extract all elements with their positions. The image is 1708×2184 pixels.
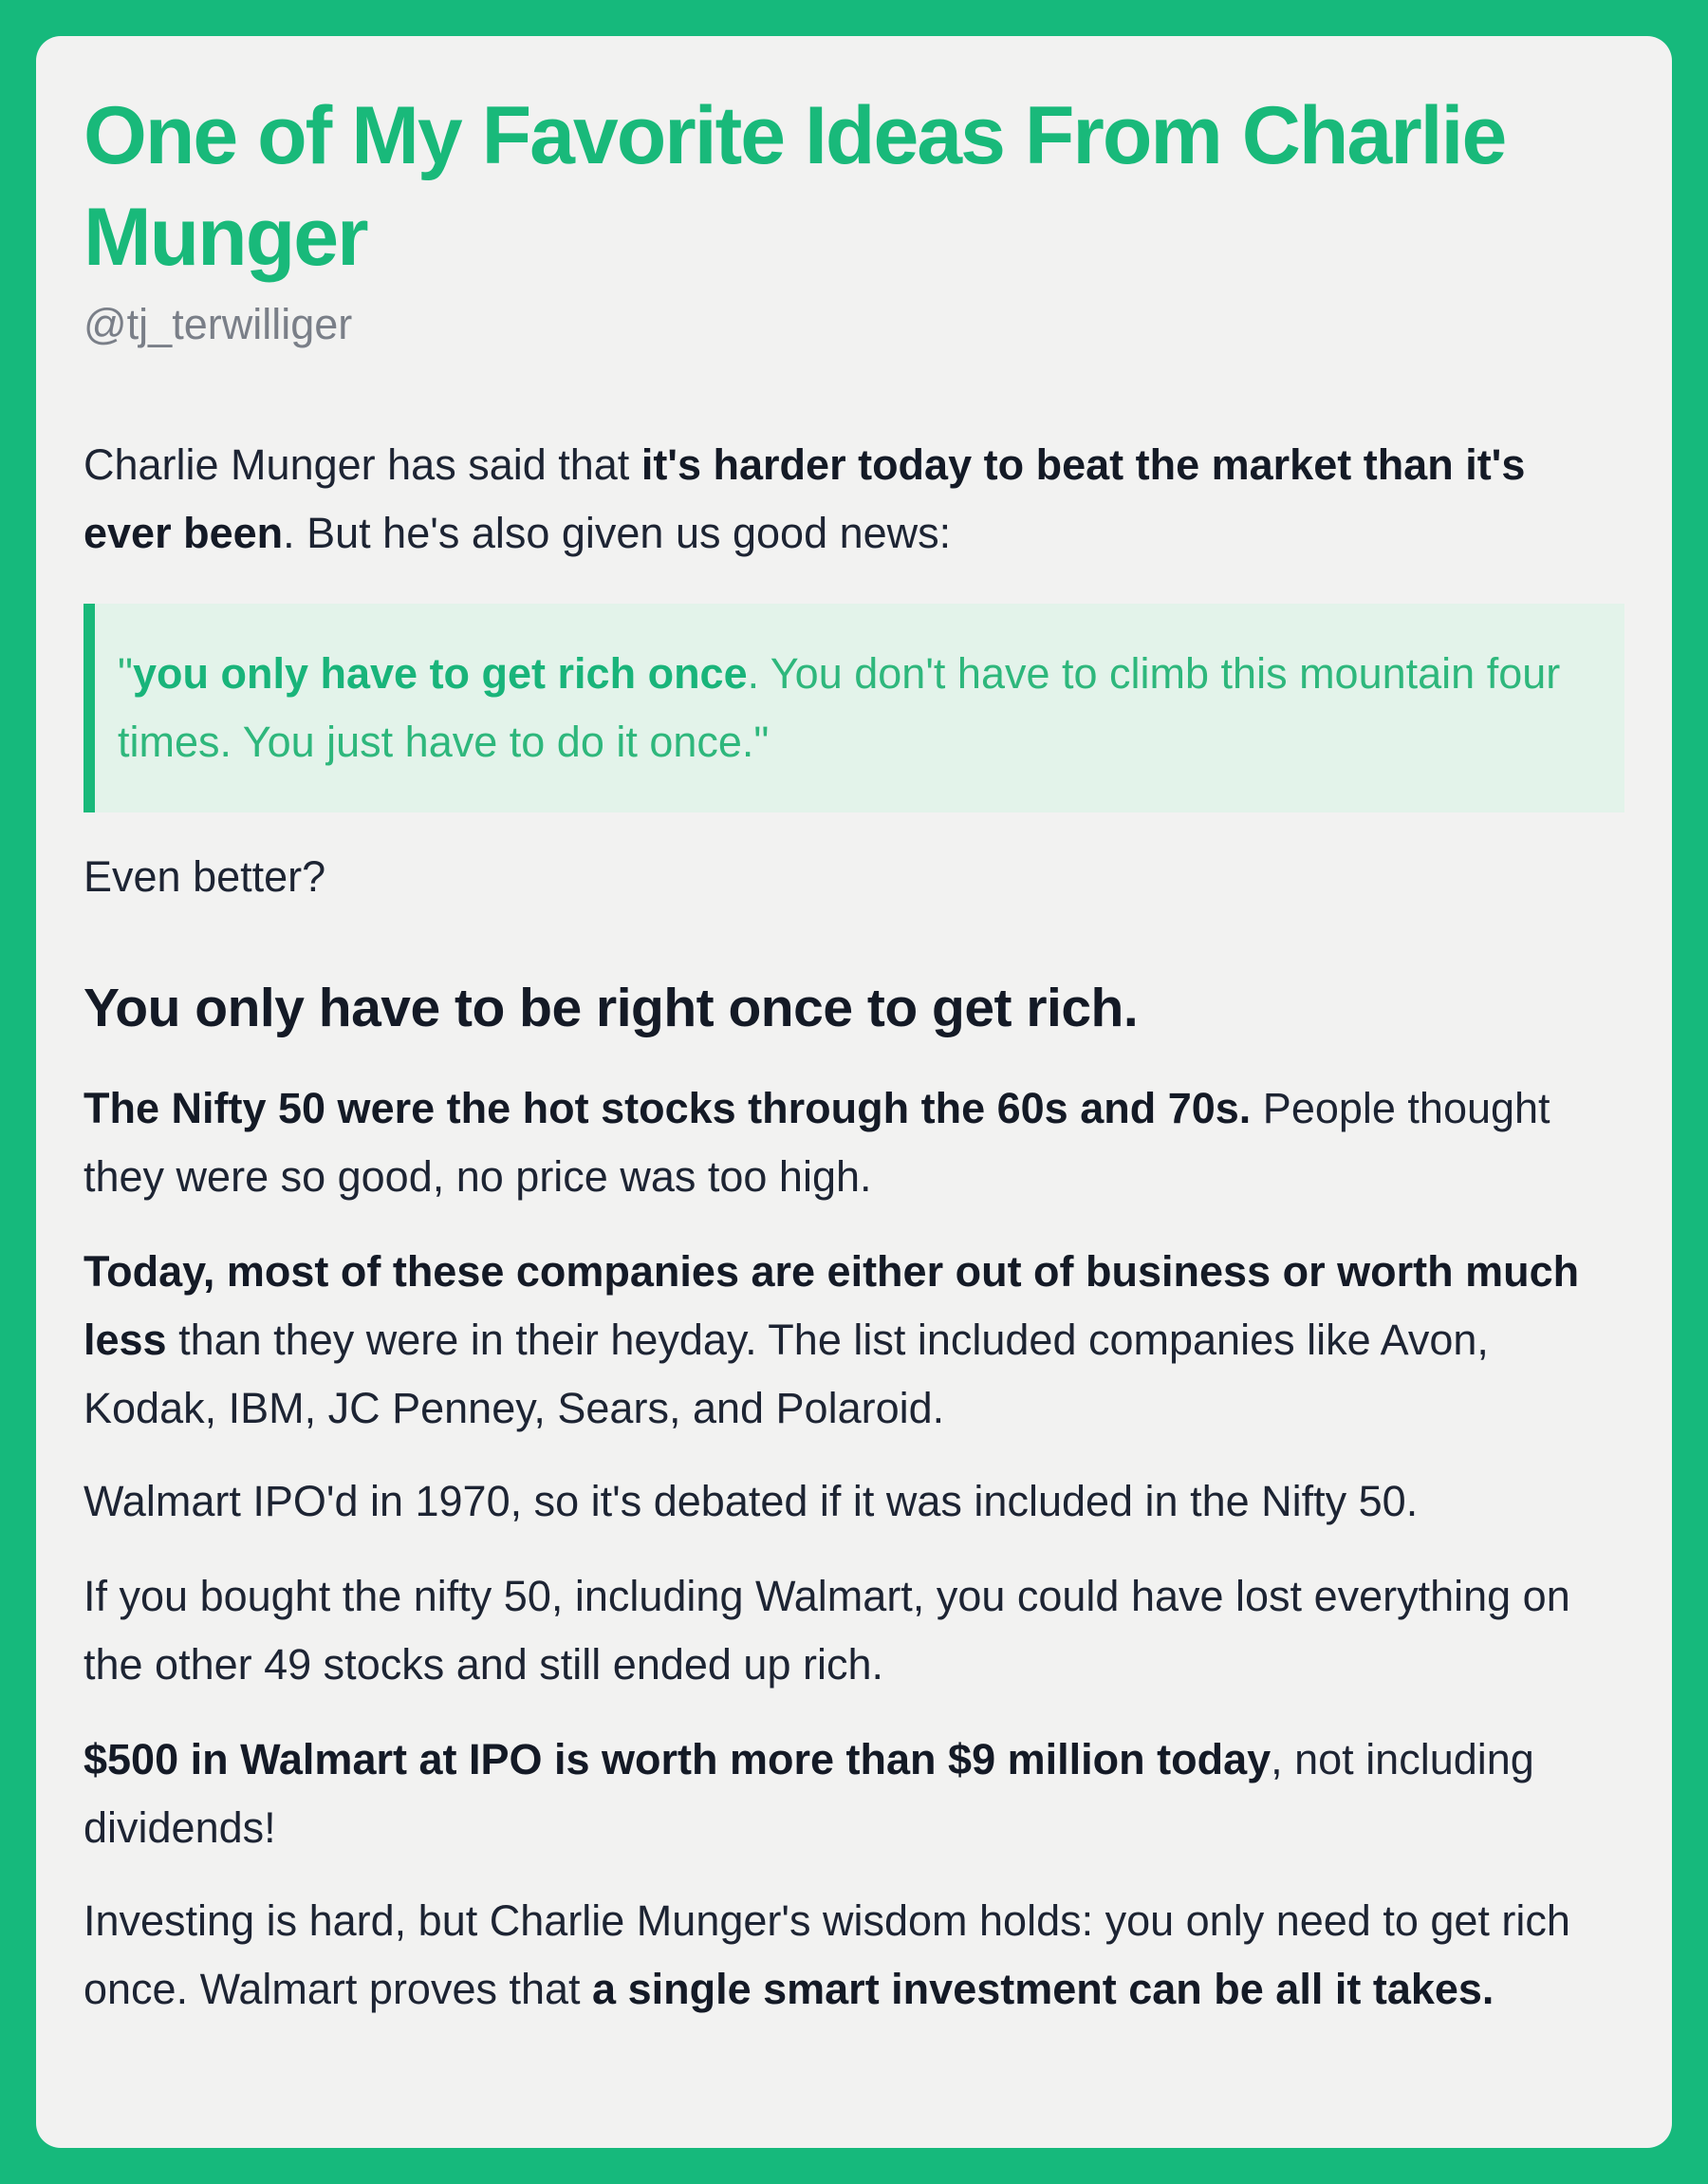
quote-bold: you only have to get rich once [132,649,748,698]
nifty-text: People thought they were so good, no price was too high. [84,1084,1550,1201]
intro-text-1: Charlie Munger has said that [84,440,641,489]
quote-text: . You don't have to climb this mountain four times. You just have to do it once." [118,649,1561,766]
munger-quote [84,604,1624,812]
intro-paragraph [84,431,1624,568]
article-title: One of My Favorite Ideas From Charlie Munger [84,90,1506,283]
today-bold: Today, most of these companies are either out of business or worth much less [84,1247,1580,1364]
conclusion-bold: a single smart investment can be all it takes. [592,1965,1494,2013]
today-text: than they were in their heyday. The list included companies like Avon, Kodak, IBM, JC Penney, Sears, and Polaroid. [84,1316,1489,1432]
nifty-paragraph [84,1074,1624,1211]
walmart-ipo-paragraph: Walmart IPO'd in 1970, so it's debated if it was included in the Nifty 50. [84,1477,1419,1525]
five-hundred-paragraph [84,1726,1624,1862]
nifty-bold: The Nifty 50 were the hot stocks through the 60s and 70s. [84,1084,1252,1132]
author-handle: @tj_terwilliger [84,300,353,348]
article-card [36,36,1672,2148]
today-paragraph [84,1238,1624,1443]
bought-paragraph: If you bought the nifty 50, including Walmart, you could have lost everything on the other 49 stocks and still ended up rich. [84,1572,1570,1689]
intro-bold: it's harder today to beat the market than it's ever been [84,440,1526,557]
intro-text-2: . But he's also given us good news: [283,509,952,557]
even-better-paragraph: Even better? [84,852,326,901]
five-hundred-text: , not including dividends! [84,1735,1534,1852]
subheading: You only have to be right once to get rich. [84,978,1139,1038]
conclusion-paragraph [84,1887,1624,2024]
conclusion-text: Investing is hard, but Charlie Munger's wisdom holds: you only need to get rich once. Walmart proves that [84,1896,1570,2013]
five-hundred-bold: $500 in Walmart at IPO is worth more than $9 million today [84,1735,1272,1783]
quote-open-mark: " [118,649,133,698]
